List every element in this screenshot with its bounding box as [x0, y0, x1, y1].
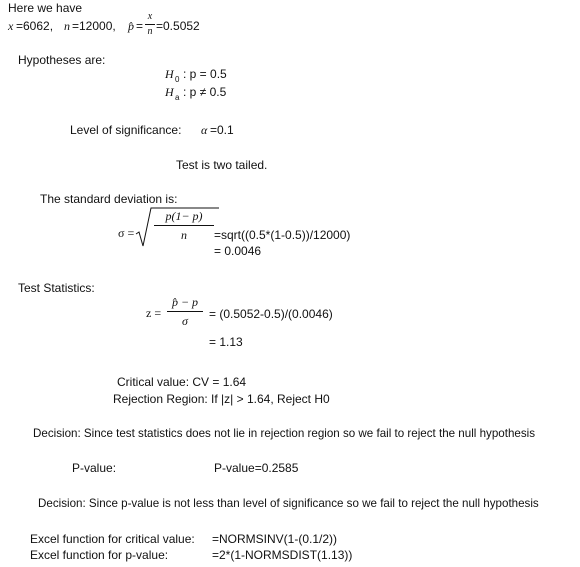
significance-label: Level of significance: [70, 123, 182, 137]
z-formula [146, 292, 366, 356]
decision-critical: Decision: Since test statistics does not lie in rejection region so we fail to reject the null hypothesis [33, 427, 536, 440]
decision-pvalue: Decision: Since p-value is not less than level of significance so we fail to reject the null hypothesis [38, 497, 539, 510]
sigma-equals: σ = [118, 226, 135, 240]
sd-formula [118, 204, 378, 260]
intro-text: Here we have [8, 1, 83, 15]
hypotheses-heading: Hypotheses are: [18, 53, 106, 67]
x-symbol: x [8, 19, 14, 33]
sd-numerator: p(1− p) [165, 209, 203, 223]
test-tails: Test is two tailed. [176, 158, 268, 172]
z-fraction-bar [167, 311, 203, 312]
null-hypothesis [165, 67, 245, 83]
ha-relation: : p ≠ 0.5 [183, 85, 227, 99]
h0-symbol: H [165, 67, 174, 81]
phat-equals: = [136, 19, 144, 33]
z-numerator: p̂ − p [171, 295, 199, 309]
sd-formula-text: =sqrt((0.5*(1-0.5))/12000) [214, 228, 351, 242]
excel-p-label: Excel function for p-value: [30, 548, 169, 562]
alternative-hypothesis [165, 85, 245, 101]
ha-subscript: a [175, 93, 180, 102]
pvalue-label: P-value: [72, 461, 117, 475]
excel-cv-label: Excel function for critical value: [30, 532, 195, 546]
sd-result: = 0.0046 [214, 244, 262, 258]
phat-value: =0.5052 [156, 19, 200, 33]
excel-cv-function: =NORMSINV(1-(0.1/2)) [212, 532, 338, 546]
z-denominator: σ [182, 314, 188, 328]
z-formula-text: = (0.5052-0.5)/(0.0046) [209, 307, 333, 321]
fraction-denominator: n [147, 26, 153, 37]
phat-symbol: p̂ [128, 19, 134, 33]
pvalue-value: P-value=0.2585 [214, 461, 299, 475]
h0-relation: : p = 0.5 [183, 67, 227, 81]
ha-symbol: H [165, 85, 174, 99]
fraction-bar [145, 24, 155, 25]
rejection-region: Rejection Region: If |z| > 1.64, Reject H0 [113, 392, 330, 406]
z-result: = 1.13 [209, 335, 243, 349]
alpha-value: =0.1 [210, 123, 234, 137]
critical-value: Critical value: CV = 1.64 [117, 375, 247, 389]
sd-denominator: n [181, 228, 187, 242]
given-values [8, 13, 238, 39]
n-symbol: n [64, 19, 70, 33]
sd-heading: The standard deviation is: [40, 192, 178, 206]
alpha-symbol: α [201, 123, 208, 137]
fraction-numerator: x [147, 11, 153, 22]
n-value: =12000, [72, 19, 116, 33]
z-equals: z = [146, 306, 162, 320]
stats-heading: Test Statistics: [18, 281, 95, 295]
excel-p-function: =2*(1-NORMSDIST(1.13)) [212, 548, 353, 562]
x-value: =6062, [16, 19, 54, 33]
h0-subscript: 0 [175, 75, 180, 84]
sd-fraction-bar [154, 225, 214, 226]
